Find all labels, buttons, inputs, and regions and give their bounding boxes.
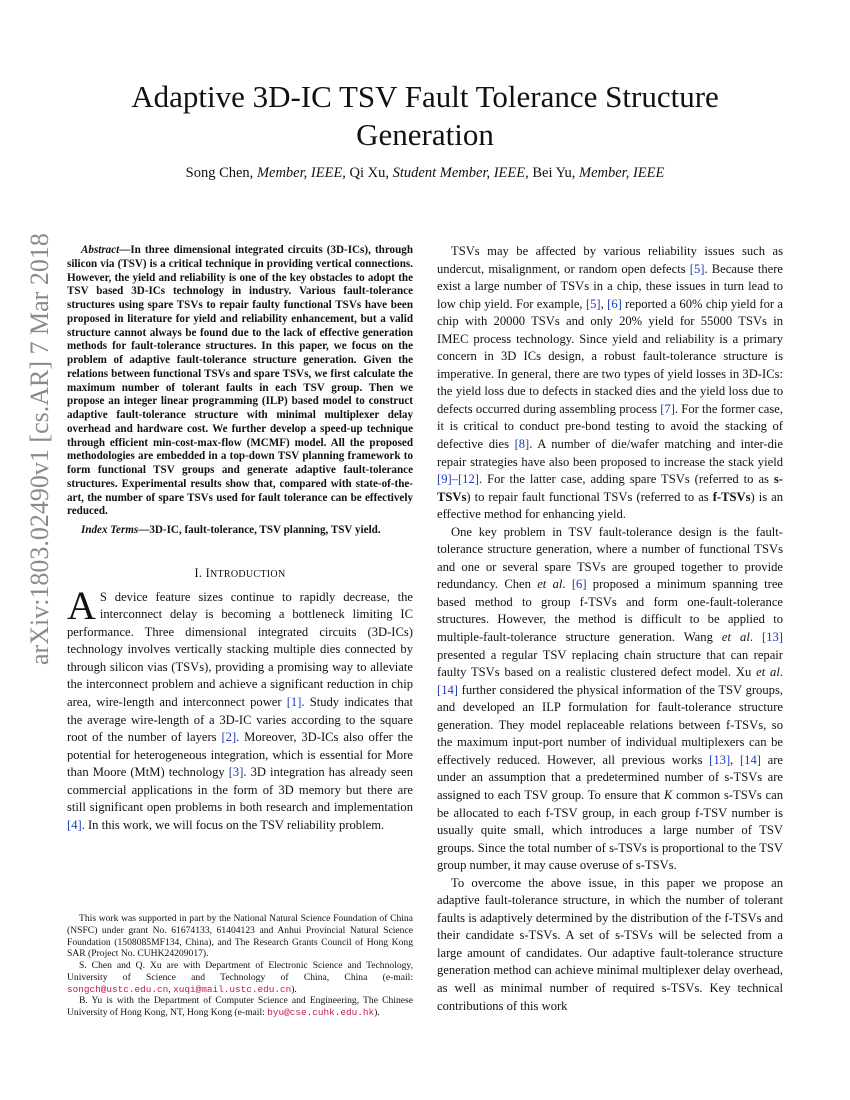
footnote-text: B. Yu is with the Department of Computer Science and Engineering, The Chinese University of Hong Kong, NT, Hong Kong (e-mail: bbox=[67, 995, 413, 1018]
intro-text: . Study indicates that the average wire-length of a 3D-IC varies according to the square root of the number of layers bbox=[67, 695, 413, 745]
email-link[interactable]: songch@ustc.edu.cn bbox=[67, 983, 169, 995]
citation-link[interactable]: [9]–[12] bbox=[437, 472, 479, 487]
footnote-affiliation-1 bbox=[67, 960, 413, 995]
body-text: . bbox=[779, 665, 783, 680]
body-text: . Because there exist a large number of TSVs in a chip, these issues in turn lead to low chip yield. For example, bbox=[437, 261, 783, 311]
citation-link[interactable]: [14] bbox=[437, 682, 458, 697]
body-text: reported a 60% chip yield for a chip with 20000 TSVs and only 20% yield for 55000 TSVs in IMEC process technology. Since yield and reliability is a primary concern in 3D ICs design, a robust fault-tolerance structure is imperative. In general, there are two types of yield losses in 3D-ICs: the yield loss due to defects in stacked dies and the yield loss due to defects occurred during assembling process bbox=[437, 296, 784, 416]
author-3: , Bei Yu, bbox=[525, 165, 576, 181]
body-text: are under an assumption that a predetermined number of s-TSVs are assigned to each TSV group. To ensure that bbox=[437, 752, 784, 802]
intro-text: . Moreover, 3D-ICs also offer the potential for heterogeneous integration, which is essential for More than Moore (MtM) technology bbox=[67, 730, 413, 780]
email-link[interactable]: xuqi@mail.ustc.edu.cn bbox=[173, 983, 292, 995]
footnote-text: ). bbox=[291, 983, 297, 995]
body-text: TSVs may be affected by various reliability issues such as undercut, misalignment, or random open defects bbox=[437, 244, 783, 276]
arxiv-stamp-text: arXiv:1803.02490v1 [cs.AR] 7 Mar 2018 bbox=[25, 233, 54, 665]
citation-link[interactable]: [5] bbox=[585, 296, 601, 311]
arxiv-stamp bbox=[22, 233, 58, 665]
body-text: common s-TSVs can be allocated to each f-TSV group, in each group f-TSV number is usually quite small, which introduces a large number of TSV groups. Since the total number of s-TSVs is proportional to the TSV group number, it may cause overuse of s-TSVs. bbox=[437, 787, 784, 873]
author-3-role: Member, IEEE bbox=[578, 165, 665, 181]
citation-link[interactable]: [8] bbox=[514, 437, 530, 452]
body-text: , bbox=[730, 752, 740, 767]
citation-link[interactable]: [14] bbox=[739, 752, 761, 767]
citation-link[interactable]: [6] bbox=[607, 296, 622, 311]
author-2-role: Student Member, IEEE bbox=[392, 165, 526, 181]
body-text: . bbox=[749, 630, 763, 645]
abstract-label: Abstract bbox=[81, 244, 120, 256]
citation-link[interactable]: [4] bbox=[67, 817, 82, 832]
email-link[interactable]: byu@cse.cuhk.edu.hk bbox=[267, 1007, 375, 1018]
footnote-funding: This work was supported in part by the National Natural Science Foundation of China (NSFC) under grant No. 61674133, 61404123 and Anhui Provincial Natural Science Foundation (1508085MF134, China), and The Research Grants Council of Hong Kong SAR (Project No. CUHK24209017). bbox=[67, 913, 413, 960]
et-al: et al bbox=[537, 577, 563, 592]
footnote-text: , bbox=[168, 983, 174, 995]
body-text: ) is an effective method for enhancing yield. bbox=[437, 489, 783, 522]
citation-link[interactable]: [13] bbox=[709, 752, 731, 767]
body-text: One key problem in TSV fault-tolerance design is the fault-tolerance structure generation, where a number of functional TSVs and one or several spare TSVs are grouped together to provide redundancy. Chen bbox=[437, 524, 783, 592]
section-number: I. bbox=[194, 565, 203, 580]
math-k: K bbox=[663, 787, 673, 802]
index-terms bbox=[67, 524, 413, 538]
body-paragraph-3: To overcome the above issue, in this paper we propose an adaptive fault-tolerance structure, in which the number of tolerant faults is adaptively determined by the distribution of the f-TSVs and their candidate s-TSVs. A set of s-TSVs will be selected from a large amount of candidates. Our adaptive fault-tolerance structure generation method can achieve minimal multiplexer delay overhead, as well as minimal number of required s-TSVs. Key technical contributions of this work bbox=[437, 875, 783, 1013]
abstract-text: —In three dimensional integrated circuits (3D-ICs), through silicon via (TSV) is a critical technique in providing vertical connections. However, the yield and reliability is one of the key obstacles to adopt the TSV based 3D-ICs technology in industry. Various fault-tolerance structures using spare TSVs to repair faulty functional TSVs have been proposed in literature for yield and reliability enhancement, but a valid structure cannot always be found due to the lack of effective generation methods for fault-tolerance structures. In this paper, we focus on the problem of adaptive fault-tolerance structure generation. Given the relations between functional TSVs and spare TSVs, we first calculate the maximum number of tolerant faults in each TSV group. Then we propose an integer linear programming (ILP) based model to construct adaptive fault-tolerance structure with minimal multiplexer delay overhead and hardware cost. We further develop a speed-up technique through efficient min-cost-max-flow (MCMF) model. All the proposed methodologies are embedded in a top-down TSV planning framework to form functional TSV groups and generate adaptive fault-tolerance structures. Experimental results show that, compared with state-of-the-art, the number of spare TSVs used for fault tolerance can be effectively reduced. bbox=[67, 244, 413, 518]
footnote-text: ). bbox=[374, 1007, 380, 1018]
body-paragraph-1 bbox=[437, 243, 783, 524]
section-title-first: I bbox=[205, 565, 210, 580]
citation-link[interactable]: [3] bbox=[228, 765, 244, 780]
term-ftsv: f-TSVs bbox=[712, 489, 751, 504]
citation-link[interactable]: [1] bbox=[286, 695, 302, 710]
intro-paragraph bbox=[67, 582, 413, 835]
intro-text: S device feature sizes continue to rapidly decrease, the interconnect delay is becoming a bottleneck limiting IC performance. Three dimensional integrated circuits (3D-ICs) technology involves vertically stacking multiple dies connected by through silicon vias (TSVs), providing a promising way to alleviate the interconnect problem and achieve a significant reduction in chip area, wire-length and interconnect power bbox=[67, 589, 413, 710]
body-text: . A number of die/wafer matching and inter-die repair strategies have also been proposed to increase the stack yield bbox=[437, 437, 783, 469]
author-line bbox=[60, 165, 790, 182]
abstract bbox=[67, 244, 413, 519]
author-1-role: Member, IEEE bbox=[256, 165, 343, 181]
citation-link[interactable]: [2] bbox=[221, 730, 237, 745]
citation-link[interactable]: [7] bbox=[660, 401, 675, 416]
intro-text: . In this work, we will focus on the TSV reliability problem. bbox=[81, 817, 385, 832]
body-text: presented a regular TSV replacing chain structure that can repair faulty TSVs based on a realistic clustered defect model. Xu bbox=[437, 647, 783, 680]
author-2: , Qi Xu, bbox=[342, 165, 390, 181]
section-title-rest: NTRODUCTION bbox=[209, 568, 286, 580]
left-column bbox=[67, 244, 413, 834]
footnote-affiliation-2 bbox=[67, 995, 413, 1019]
body-text: . bbox=[562, 577, 572, 592]
right-column bbox=[437, 243, 783, 1015]
body-text: . For the latter case, adding spare TSVs (referred to as bbox=[478, 472, 774, 487]
index-terms-text: —3D-IC, fault-tolerance, TSV planning, TSV yield. bbox=[138, 524, 381, 536]
body-text: . For the former case, it is critical to conduct pre-bond testing to avoid the stacking of defective dies bbox=[437, 401, 783, 452]
footnotes bbox=[67, 913, 413, 1019]
body-text: ) to repair fault functional TSVs (referred to as bbox=[466, 489, 713, 504]
et-al: et al bbox=[756, 665, 780, 680]
section-heading-introduction bbox=[67, 566, 413, 581]
body-text: proposed a minimum spanning tree based method to group f-TSVs and form one-fault-tolerance structures. However, the method is difficult to be applied to multiple-fault-tolerance structure generation. Wang bbox=[437, 577, 783, 645]
body-text: , bbox=[600, 296, 608, 311]
et-al: et al bbox=[721, 630, 750, 645]
term-stsv: s-TSVs bbox=[437, 472, 783, 504]
index-terms-label: Index Terms bbox=[81, 524, 139, 536]
body-paragraph-2 bbox=[437, 524, 783, 875]
intro-text: . 3D integration has already seen commercial applications in the form of 3D memory but there are still significant open problems in both research and implementation bbox=[67, 765, 413, 815]
author-1: Song Chen, bbox=[185, 165, 254, 181]
citation-link[interactable]: [6] bbox=[571, 577, 587, 592]
paper-title: Adaptive 3D-IC TSV Fault Tolerance Structure Generation bbox=[131, 79, 719, 152]
citation-link[interactable]: [13] bbox=[762, 630, 783, 645]
body-text: further considered the physical information of the TSV groups, and developed an ILP formulation for fault-tolerance structure generation. They model replaceable relations between f-TSVs, so the maximum input-port number of individual multiplexers can be effectively reduced. However, all previous works bbox=[437, 682, 783, 767]
dropcap: A bbox=[67, 582, 96, 628]
footnote-text: S. Chen and Q. Xu are with Department of Electronic Science and Technology, University of Science and Technology of China, China (e-mail: bbox=[67, 960, 413, 983]
citation-link[interactable]: [5] bbox=[689, 261, 705, 276]
